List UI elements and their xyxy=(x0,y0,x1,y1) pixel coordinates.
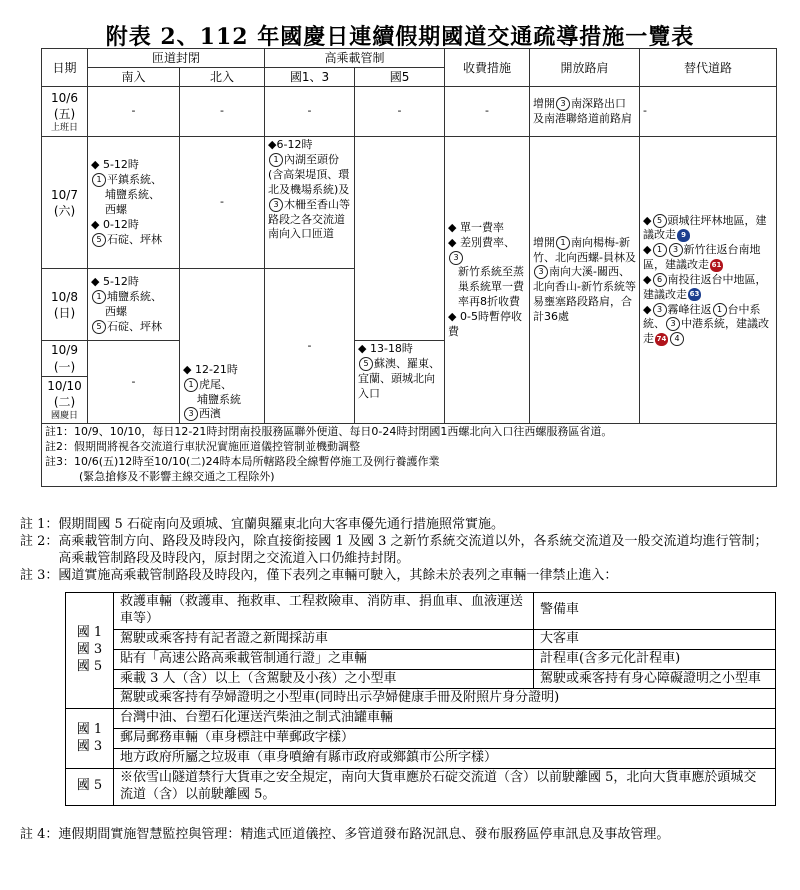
south-1007: ◆ 5-12時 1 平鎮系統、 埔鹽系統、 西螺 ◆ 0-12時 5 石碇、坪林 xyxy=(88,137,180,269)
route-5-icon: 5 xyxy=(359,357,373,371)
header-ramp-closure: 匝道封閉 xyxy=(88,49,265,68)
route-1-icon: 1 xyxy=(92,290,106,304)
date-1006: 10/6 xyxy=(51,90,78,105)
south-1008: ◆ 5-12時 1 埔鹽系統、 西螺 5 石碇、坪林 xyxy=(88,269,180,341)
highway-9-shield-icon: 9 xyxy=(677,229,690,242)
date-cell-1008: 10/8 (日) xyxy=(42,269,88,341)
vehicle-item: 大客車 xyxy=(534,629,776,649)
north-1007: - xyxy=(180,137,265,269)
workday-note: 上班日 xyxy=(50,122,78,133)
vehicle-item: 駕駛或乘客持有身心障礙證明之小型車 xyxy=(534,669,776,689)
hov5-1008: ◆ 13-18時 5 蘇澳、羅東、宜蘭、頭城北向入口 xyxy=(355,341,445,424)
header-hov-n5: 國5 xyxy=(355,68,445,87)
footnote-3: 註 3： 國道實施高乘載管制路段及時段內，僅下表列之車輛可駛入，其餘未於表列之車輛一律禁止進入： xyxy=(20,568,618,584)
route-1-icon: 1 xyxy=(556,236,570,250)
route-5-icon: 5 xyxy=(92,233,106,247)
south-1009: - xyxy=(88,341,180,424)
table-notes: 註1：10/9、10/10，每日12-21時封閉南投服務區聯外便道、每日0-24時封閉國1西螺北向入口往西螺服務區省道。 註2：假期間將視各交流道行車狀況實施匝道儀控管制並機動調整 註3：10/6(五)12時至10/10(二)24時本局所轄路段全線暫停施工及例行養護作業 (緊急搶修及不影響主線交通之工程除外) xyxy=(42,424,777,486)
vehicle-item: 駕駛或乘客持有孕婦證明之小型車(同時出示孕婦健康手冊及附照片身分證明) xyxy=(114,689,776,709)
vehicle-item: 警備車 xyxy=(534,593,776,630)
route-3-icon: 3 xyxy=(184,407,198,421)
route-5-icon: 5 xyxy=(92,320,106,334)
highway-74-shield-icon: 74 xyxy=(655,333,668,346)
header-toll: 收費措施 xyxy=(445,49,530,87)
header-north: 北入 xyxy=(180,68,265,87)
hov13-1007: ◆6-12時 1 內湖至頭份 (含高架堤頂、環北及機場系統)及3 木柵至香山等路段之各交流道南向入口匝道 xyxy=(265,137,355,269)
vehicle-item: 駕駛或乘客持有記者證之新聞採訪車 xyxy=(114,629,534,649)
hov13-1006: - xyxy=(265,87,355,137)
header-hov-n1n3: 國1、3 xyxy=(265,68,355,87)
hov13-merged: - xyxy=(265,269,355,424)
header-shoulder: 開放路肩 xyxy=(530,49,640,87)
alt-1006: - xyxy=(640,87,777,137)
toll-main: ◆ 單一費率 ◆ 差別費率、3 新竹系統至蒸巢系統單一費率再8折收費 ◆ 0-5時暫停收費 xyxy=(445,137,530,424)
footnote-2: 註 2： 高乘載管制方向、路段及時段內，除直接銜接國 1 及國 3 之新竹系統交流道以外，各系統交流道及一般交流道均進行管制；高乘載管制路段及時段內，原封閉之交流道入口仍維持封閉。 xyxy=(20,534,768,567)
route-3-icon: 3 xyxy=(269,198,283,212)
vehicle-item: 台灣中油、台塑石化運送汽柴油之制式油罐車輛 xyxy=(114,709,776,729)
allowed-vehicles-table xyxy=(65,592,776,806)
header-alt-route: 替代道路 xyxy=(640,49,777,87)
route-5-icon: 5 xyxy=(653,214,667,228)
header-hov: 高乘載管制 xyxy=(265,49,445,68)
vehicle-item: 計程車(含多元化計程車) xyxy=(534,649,776,669)
shoulder-main: 增開 1 南向楊梅-新竹、北向西螺-員林及 3 南向大溪-關西、北向香山-新竹系統等易壅塞路段路肩，合計36處 xyxy=(530,137,640,424)
vehicle-item: 貼有「高速公路高乘載管制通行證」之車輛 xyxy=(114,649,534,669)
date-cell-1009: 10/9 (一) xyxy=(42,341,88,376)
page-title: 附表 2、112 年國慶日連續假期國道交通疏導措施一覽表 xyxy=(105,24,695,50)
route-1-icon: 1 xyxy=(713,303,727,317)
footnotes xyxy=(20,516,780,585)
route-1-icon: 1 xyxy=(184,378,198,392)
route-3-icon: 3 xyxy=(449,251,463,265)
route-1-icon: 1 xyxy=(269,153,283,167)
header-south: 南入 xyxy=(88,68,180,87)
route-3-icon: 3 xyxy=(669,243,683,257)
date-cell-1007: 10/7 (六) xyxy=(42,137,88,269)
route-3-icon: 3 xyxy=(653,303,667,317)
north-1006: - xyxy=(180,87,265,137)
vehicle-item: 地方政府所屬之垃圾車（車身噴繪有縣市政府或鄉鎮市公所字樣） xyxy=(114,749,776,769)
hov5-empty xyxy=(355,137,445,341)
route-6-icon: 6 xyxy=(653,273,667,287)
date-cell-1010: 10/10 (二) 國慶日 xyxy=(42,376,88,424)
hov5-1006: - xyxy=(355,87,445,137)
highway-61-shield-icon: 61 xyxy=(710,259,723,272)
vehicle-item: 郵局郵務車輛（車身標註中華郵政字樣） xyxy=(114,729,776,749)
alt-main: ◆ 5 頭城往坪林地區，建議改走 9 ◆ 1 3 新竹往返台南地區，建議改走 61 ◆ 6 南投往返台中地區，建議改走 63 ◆ 3 霧峰往返 1 台中系統、 3 中港系統，建議改走 74 4 xyxy=(640,137,777,424)
traffic-measures-table xyxy=(41,48,777,487)
vehicle-item: ※依雪山隧道禁行大貨車之安全規定，南向大貨車應於石碇交流道（含）以前駛離國 5，北向大貨車應於頭城交流道（含）以前駛離國 5。 xyxy=(114,769,776,806)
route-3-icon: 3 xyxy=(534,265,548,279)
footnote-1: 註 1： 假期間國 5 石碇南向及頭城、宜蘭與羅東北向大客車優先通行措施照常實施。 xyxy=(20,517,504,532)
header-date: 日期 xyxy=(42,49,88,87)
south-1006: - xyxy=(88,87,180,137)
national-day-note: 國慶日 xyxy=(50,411,78,422)
route-3-icon: 3 xyxy=(666,317,680,331)
route-1-icon: 1 xyxy=(653,243,667,257)
route-4-icon: 4 xyxy=(670,332,684,346)
date-cell-1006 xyxy=(42,87,88,137)
footnote-4: 註 4： 連假期間實施智慧監控與管理：精進式匝道儀控、多管道發布路況訊息、發布服務區停車訊息及事故管理。 xyxy=(20,827,670,842)
group-n5: 國 5 xyxy=(66,769,114,806)
dow-1006: (五) xyxy=(53,106,76,121)
vehicle-item: 乘載 3 人（含）以上（含駕駛及小孩）之小型車 xyxy=(114,669,534,689)
route-1-icon: 1 xyxy=(92,173,106,187)
north-merged: ◆ 12-21時 1 虎尾、 埔鹽系統 3 西濱 xyxy=(180,269,265,424)
toll-1006: - xyxy=(445,87,530,137)
group-n1n3: 國 1 國 3 xyxy=(66,709,114,769)
vehicle-item: 救護車輛（救護車、拖救車、工程救險車、消防車、捐血車、血液運送車等） xyxy=(114,593,534,630)
route-3-icon: 3 xyxy=(556,97,570,111)
highway-63-shield-icon: 63 xyxy=(688,288,701,301)
group-n1n3n5: 國 1 國 3 國 5 xyxy=(66,593,114,709)
shoulder-1006: 增開 3 南深路出口及南港聯絡道前路肩 xyxy=(530,87,640,137)
